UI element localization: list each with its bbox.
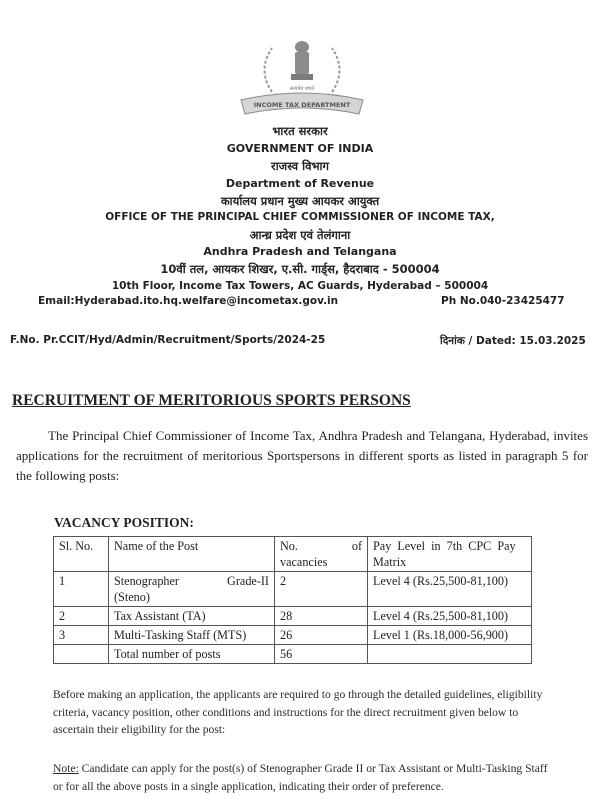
department-label: Department of Revenue xyxy=(225,177,375,190)
cell-empty xyxy=(54,645,109,664)
cell-pay-level: Level 1 (Rs.18,000-56,900) xyxy=(368,626,532,645)
cell-post-name xyxy=(109,572,275,607)
vacancy-table xyxy=(53,536,532,664)
document-title: RECRUITMENT OF MERITORIOUS SPORTS PERSONS xyxy=(12,392,411,409)
guidelines-paragraph: Before making an application, the applicants are required to go through the detailed guidelines, eligibility criteria, vacancy position, other conditions and instructions for the direct recruitment given below to ascertain their eligibility for the post: xyxy=(53,688,543,736)
emblem-banner-text: INCOME TAX DEPARTMENT xyxy=(253,101,351,109)
email-link[interactable]: Email:Hyderabad.ito.hq.welfare@incometax.gov.in xyxy=(38,295,339,307)
cell-vacancies: 28 xyxy=(275,607,368,626)
cell-pay-level: Level 4 (Rs.25,500-81,100) xyxy=(368,572,532,607)
cell-sl-no: 1 xyxy=(54,572,109,607)
note-label: Note: xyxy=(53,762,79,775)
table-header-row xyxy=(54,537,532,572)
cell-pay-level: Level 4 (Rs.25,500-81,100) xyxy=(368,607,532,626)
cell-post-part: (Steno) xyxy=(114,590,150,604)
header-vacancies-part: vacancies xyxy=(280,555,328,569)
cell-post-name: Tax Assistant (TA) xyxy=(109,607,275,626)
table-row xyxy=(54,607,532,626)
cell-vacancies: 2 xyxy=(275,572,368,607)
cell-post-part: Grade-II xyxy=(227,574,269,588)
cell-total-value: 56 xyxy=(275,645,368,664)
cell-post-name: Multi-Tasking Staff (MTS) xyxy=(109,626,275,645)
svg-text:सत्यमेव जयते: सत्यमेव जयते xyxy=(289,86,315,92)
cell-vacancies: 26 xyxy=(275,626,368,645)
header-sl-no: Sl. No. xyxy=(54,537,109,572)
header-pay-level xyxy=(368,537,532,572)
region-label: Andhra Pradesh and Telangana xyxy=(203,245,397,258)
vacancy-heading: VACANCY POSITION: xyxy=(54,515,194,530)
intro-paragraph xyxy=(16,426,588,486)
phone-number: Ph No.040-23425477 xyxy=(441,295,565,307)
cell-sl-no: 3 xyxy=(54,626,109,645)
header-post-name: Name of the Post xyxy=(109,537,275,572)
address-label: 10th Floor, Income Tax Towers, AC Guards, Hyderabad – 500004 xyxy=(111,280,489,292)
hindi-government-label: भारत सरकार xyxy=(272,124,328,138)
intro-text: The Principal Chief Commissioner of Income Tax, Andhra Pradesh and Telangana, Hyderabad, invites applications for the recruitment of meritorious Sportspersons in different sports as listed in paragraph 5 for the following posts: xyxy=(16,428,588,483)
cell-total-label: Total number of posts xyxy=(109,645,275,664)
table-row xyxy=(54,572,532,607)
hindi-office-label: कार्यालय प्रधान मुख्य आयकर आयुक्त xyxy=(220,194,380,208)
cell-sl-no: 2 xyxy=(54,607,109,626)
header-pay-level-part: Pay Level in 7th CPC Pay xyxy=(373,539,516,553)
income-tax-department-emblem-icon xyxy=(227,30,377,116)
header-vacancies-part: of xyxy=(351,539,362,553)
table-total-row xyxy=(54,645,532,664)
office-label: OFFICE OF THE PRINCIPAL CHIEF COMMISSIONER OF INCOME TAX, xyxy=(105,211,495,223)
header-vacancies xyxy=(275,537,368,572)
cell-empty xyxy=(368,645,532,664)
header-vacancies-part: No. xyxy=(280,539,298,553)
header-pay-level-part: Matrix xyxy=(373,555,407,569)
cell-post-part: Stenographer xyxy=(114,574,179,588)
dated-label: दिनांक / Dated: 15.03.2025 xyxy=(440,335,586,347)
file-number: F.No. Pr.CCIT/Hyd/Admin/Recruitment/Sports/2024-25 xyxy=(10,334,326,346)
hindi-region-label: आन्ध्र प्रदेश एवं तेलंगाना xyxy=(249,228,351,242)
government-label: GOVERNMENT OF INDIA xyxy=(226,142,374,155)
hindi-address-label: 10वीं तल, आयकर शिखर, ए.सी. गार्ड्स, हैदराबाद - 500004 xyxy=(160,262,440,276)
note-paragraph xyxy=(53,760,558,795)
note-text: Candidate can apply for the post(s) of Stenographer Grade II or Tax Assistant or Multi-Tasking Staff or for all the above posts in a single application, indicating their order of preference. xyxy=(53,762,548,793)
hindi-department-label: राजस्व विभाग xyxy=(271,159,329,173)
table-row xyxy=(54,626,532,645)
